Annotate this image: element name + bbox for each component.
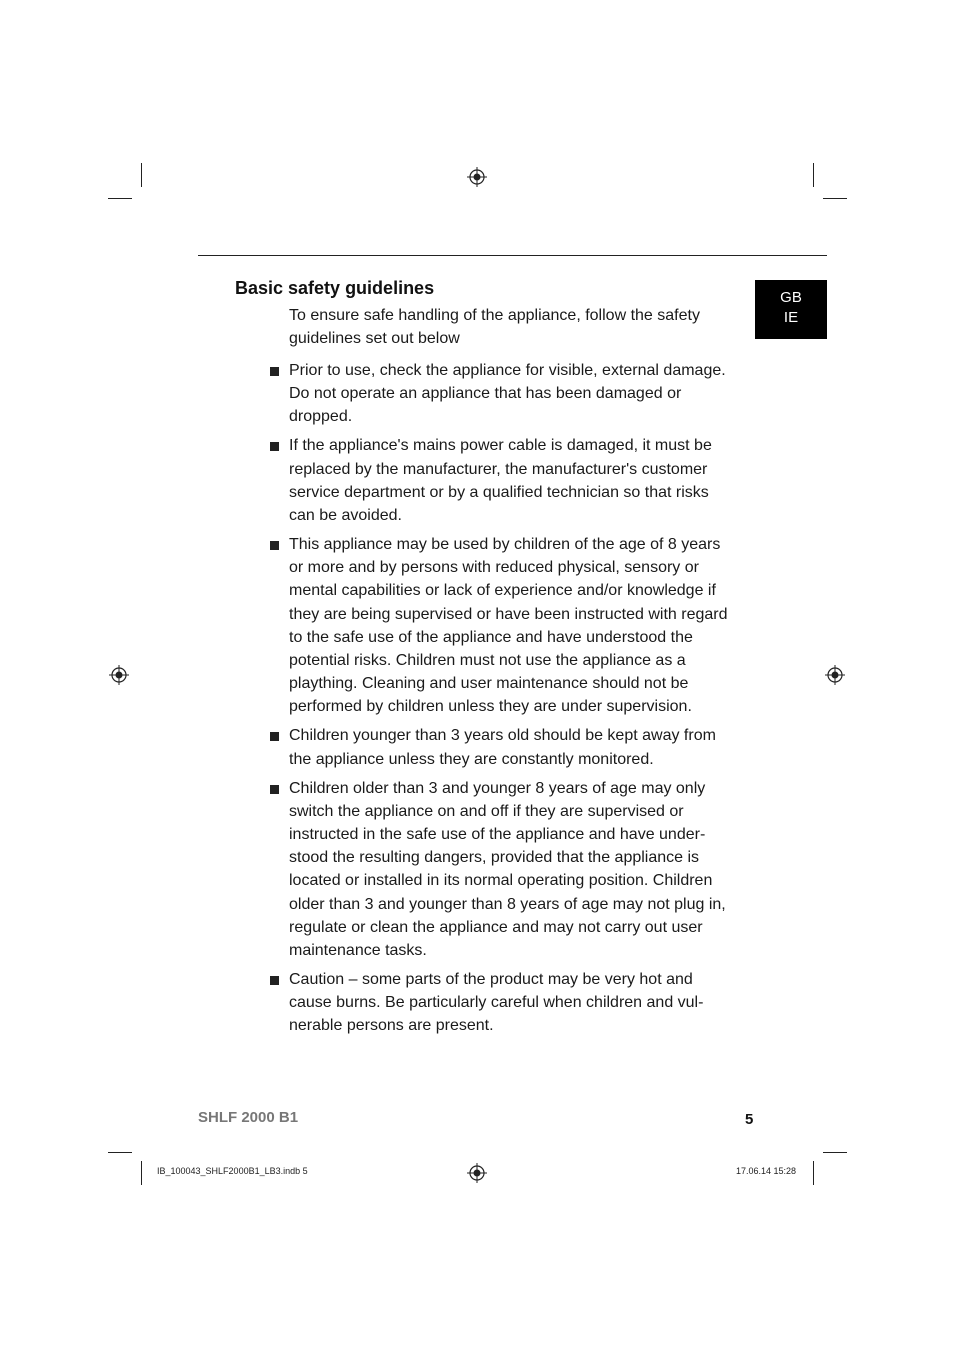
page-number: 5 — [745, 1111, 754, 1128]
list-item — [289, 533, 737, 719]
crop-mark-top-left-horizontal — [108, 198, 132, 199]
list-item — [289, 968, 737, 1038]
crop-mark-bottom-left-horizontal — [108, 1152, 132, 1153]
list-item-text: Children younger than 3 years old should be kept away from the appliance unless they are constantly monitored. — [289, 727, 716, 768]
list-item-text: If the appliance's mains power cable is damaged, it must be replaced by the manufacturer, the manufacturer's customer service department or by a qualified technician so that risks can be avoided. — [289, 437, 712, 525]
list-item-text: Prior to use, check the appliance for visible, external damage. Do not operate an appliance that has been damaged or dropped. — [289, 362, 726, 426]
header-rule — [198, 255, 827, 256]
square-bullet-icon — [270, 442, 279, 451]
crop-mark-bottom-right-vertical — [813, 1161, 814, 1185]
safety-list — [289, 359, 737, 1043]
square-bullet-icon — [270, 367, 279, 376]
language-tab — [755, 280, 827, 339]
list-item-text: This appliance may be used by children of the age of 8 years or more and by persons with reduced physical, sensory or mental capabilities or lack of experience and/or knowledge if they are being supervised or have been instructed with regard to the safe use of the appliance and have understood the potential risks. Children must not use the appliance as a plaything. Cleaning and user maintenance should not be performed by children unless they are under supervision. — [289, 536, 728, 716]
list-item-text: Caution – some parts of the product may be very hot and cause burns. Be particularly careful when children and vul-nerable persons are present. — [289, 971, 704, 1035]
section-intro: To ensure safe handling of the appliance, follow the safety guidelines set out below — [289, 307, 700, 348]
registration-mark-icon — [467, 167, 487, 187]
registration-mark-icon — [109, 665, 129, 685]
list-item — [289, 434, 737, 527]
section-heading: Basic safety guidelines — [235, 278, 435, 298]
crop-mark-top-left-vertical — [141, 163, 142, 187]
square-bullet-icon — [270, 541, 279, 550]
language-code-ie: IE — [783, 309, 799, 326]
square-bullet-icon — [270, 976, 279, 985]
footer-model-name: SHLF 2000 B1 — [198, 1109, 299, 1126]
crop-mark-top-right-horizontal — [823, 198, 847, 199]
slug-file-name: IB_100043_SHLF2000B1_LB3.indb 5 — [157, 1166, 308, 1176]
crop-mark-bottom-right-horizontal — [823, 1152, 847, 1153]
registration-mark-icon — [825, 665, 845, 685]
registration-mark-icon — [467, 1163, 487, 1183]
crop-mark-bottom-left-vertical — [141, 1161, 142, 1185]
list-item — [289, 359, 737, 429]
language-code-gb: GB — [780, 289, 802, 306]
list-item-text: Children older than 3 and younger 8 years of age may only switch the appliance on and off if they are supervised or instructed in the safe use of the appliance and have under-stood the resulting dangers, provided that the appliance is located or installed in its normal operating position. Children older than 3 and younger than 8 years of age may not plug in, regulate or clean the appliance and may not carry out user maintenance tasks. — [289, 779, 726, 960]
square-bullet-icon — [270, 732, 279, 741]
square-bullet-icon — [270, 785, 279, 794]
slug-date-time: 17.06.14 15:28 — [736, 1166, 797, 1176]
list-item — [289, 724, 737, 770]
crop-mark-top-right-vertical — [813, 163, 814, 187]
list-item — [289, 777, 737, 963]
